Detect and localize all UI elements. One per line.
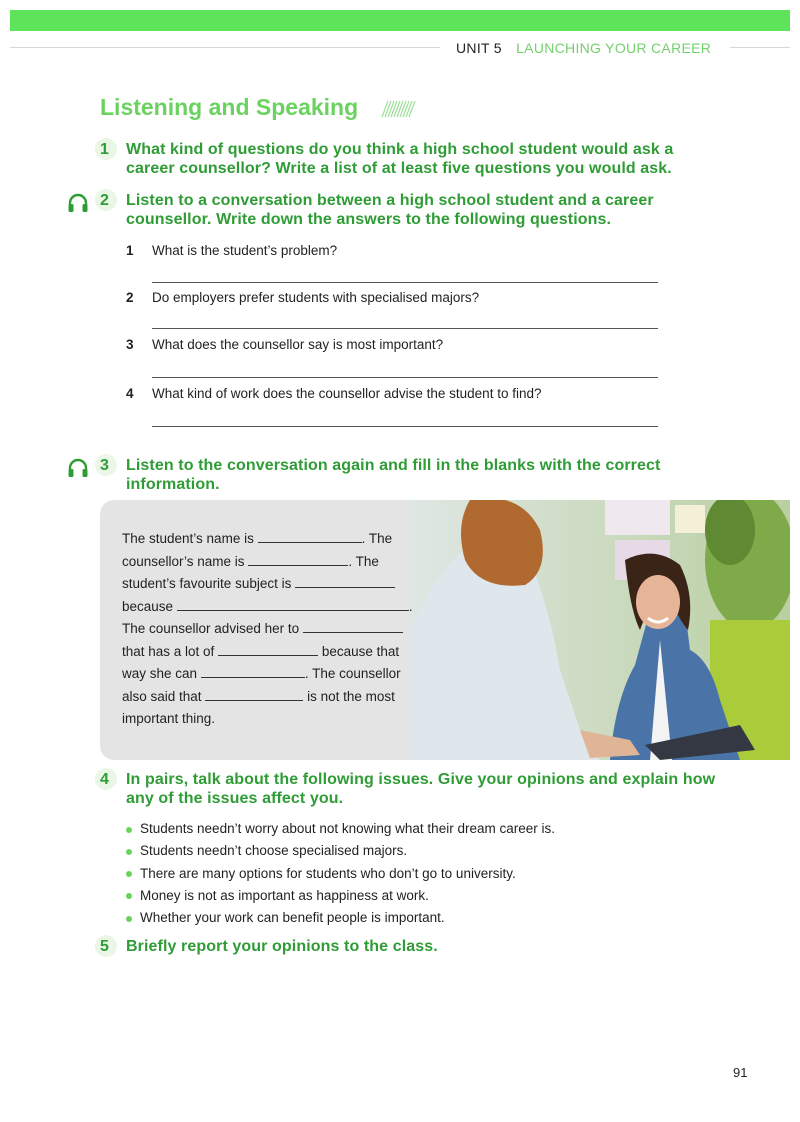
blank-field[interactable] bbox=[218, 641, 318, 656]
passage-text: counsellor’s name is bbox=[122, 553, 245, 569]
unit-number: UNIT 5 bbox=[456, 40, 502, 56]
page-number: 91 bbox=[733, 1065, 748, 1080]
passage-text: also said that bbox=[122, 688, 202, 704]
unit-header bbox=[456, 40, 711, 56]
list-item: Whether your work can benefit people is important. bbox=[126, 907, 555, 929]
list-item: Students needn’t choose specialised majors. bbox=[126, 840, 555, 862]
exercise-number: 4 bbox=[100, 771, 120, 789]
section-title: Listening and Speaking bbox=[100, 94, 359, 120]
list-item: Students needn’t worry about not knowing what their dream career is. bbox=[126, 818, 555, 840]
headphones-icon[interactable] bbox=[66, 191, 90, 215]
counselling-photo bbox=[410, 500, 790, 760]
hatch-decoration bbox=[378, 99, 418, 119]
exercise-number: 3 bbox=[100, 457, 120, 475]
passage-text: . The counsellor bbox=[304, 666, 401, 681]
headphones-icon[interactable] bbox=[66, 456, 90, 480]
passage-text: because bbox=[122, 598, 174, 614]
question-text: What does the counsellor say is most important? bbox=[152, 337, 444, 352]
exercise-instruction: Listen to the conversation again and fill in the blanks with the correct information. bbox=[126, 457, 661, 493]
question-number: 1 bbox=[126, 243, 134, 258]
question-number: 4 bbox=[126, 386, 134, 401]
unit-title: LAUNCHING YOUR CAREER bbox=[516, 40, 712, 56]
passage-text: The student’s name is bbox=[122, 531, 254, 546]
exercise-number: 5 bbox=[100, 938, 120, 956]
header-divider bbox=[10, 47, 440, 48]
blank-field[interactable] bbox=[303, 618, 403, 633]
fill-in-passage bbox=[122, 528, 422, 731]
bullet-icon bbox=[126, 871, 132, 877]
list-item: There are many options for students who don’t go to university. bbox=[126, 863, 555, 885]
bullet-icon bbox=[126, 827, 132, 833]
passage-text: The counsellor advised her to bbox=[122, 621, 300, 636]
bullet-icon bbox=[126, 849, 132, 855]
passage-text: because that bbox=[321, 643, 400, 659]
answer-line[interactable] bbox=[152, 426, 658, 427]
answer-line[interactable] bbox=[152, 282, 658, 283]
exercise-instruction: What kind of questions do you think a high school student would ask a career counsellor? Write a list of at least five questions you would ask. bbox=[126, 141, 674, 177]
blank-field[interactable] bbox=[258, 528, 362, 543]
passage-text: . The bbox=[348, 553, 379, 569]
question-number: 2 bbox=[126, 290, 134, 305]
answer-line[interactable] bbox=[152, 328, 658, 329]
bullet-list bbox=[126, 818, 555, 929]
question-number: 3 bbox=[126, 337, 134, 352]
exercise-number: 1 bbox=[100, 141, 120, 159]
blank-field[interactable] bbox=[205, 686, 303, 701]
question-text: What is the student’s problem? bbox=[152, 243, 338, 258]
passage-text: . bbox=[408, 598, 413, 614]
header-accent-bar bbox=[10, 10, 790, 31]
answer-line[interactable] bbox=[152, 377, 658, 378]
exercise-instruction: Listen to a conversation between a high school student and a career counsellor. Write down the answers to the following questions. bbox=[126, 192, 654, 228]
blank-field[interactable] bbox=[201, 663, 305, 678]
exercise-number: 2 bbox=[100, 192, 120, 210]
exercise-instruction: Briefly report your opinions to the class. bbox=[126, 938, 438, 955]
blank-field[interactable] bbox=[248, 551, 348, 566]
passage-text: that has a lot of bbox=[122, 643, 215, 659]
passage-text: important thing. bbox=[122, 711, 216, 726]
passage-text: way she can bbox=[122, 666, 198, 681]
bullet-icon bbox=[126, 893, 132, 899]
passage-text: is not the most bbox=[307, 688, 395, 704]
passage-text: student’s favourite subject is bbox=[122, 576, 292, 591]
header-divider bbox=[730, 47, 790, 48]
question-text: Do employers prefer students with specialised majors? bbox=[152, 290, 480, 305]
blank-field[interactable] bbox=[177, 596, 409, 611]
blank-field[interactable] bbox=[295, 573, 395, 588]
exercise-instruction: In pairs, talk about the following issues. Give your opinions and explain how any of the issues affect you. bbox=[126, 771, 716, 807]
list-item: Money is not as important as happiness at work. bbox=[126, 885, 555, 907]
question-text: What kind of work does the counsellor advise the student to find? bbox=[152, 386, 542, 401]
bullet-icon bbox=[126, 916, 132, 922]
passage-text: . The bbox=[361, 531, 393, 546]
